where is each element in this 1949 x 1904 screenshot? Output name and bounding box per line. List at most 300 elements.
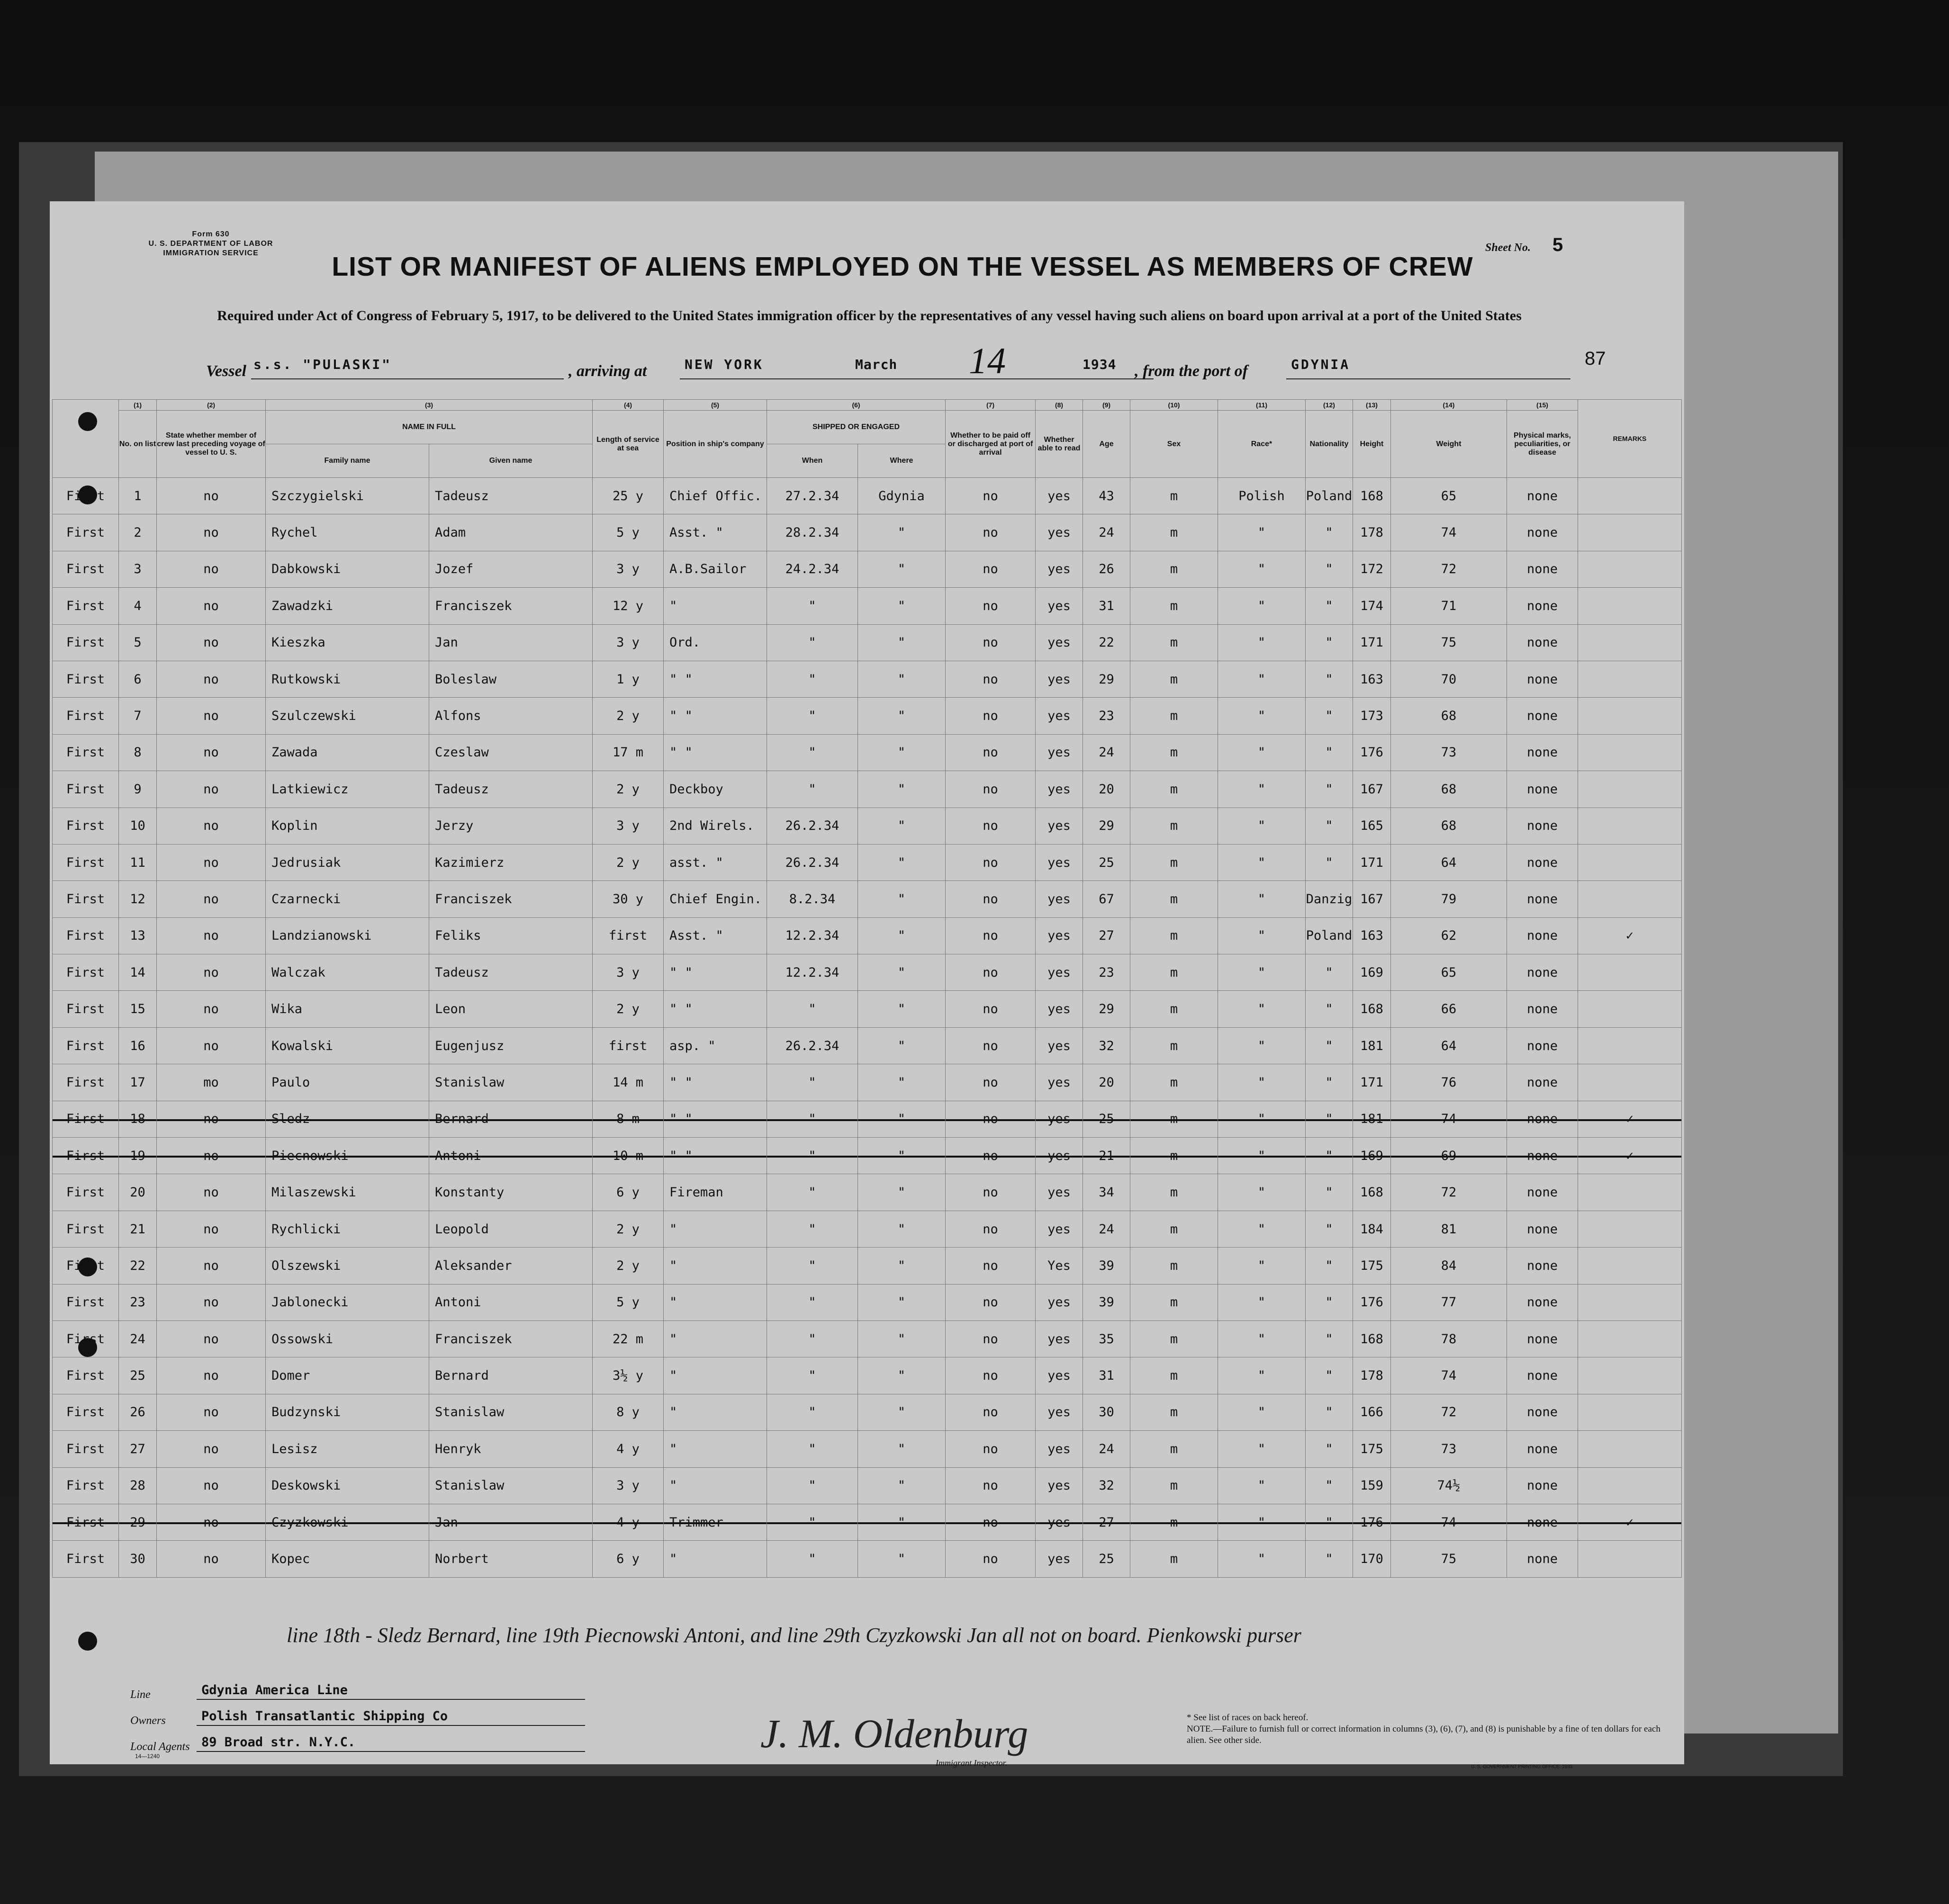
- family-name-cell: Rychel: [266, 514, 429, 551]
- service-length-cell: 2 y: [593, 991, 664, 1027]
- able-to-read-cell: Yes: [1036, 1248, 1083, 1284]
- given-name-cell: Leon: [429, 991, 593, 1027]
- height-cell: 169: [1353, 1138, 1391, 1174]
- class-cell: First: [53, 1394, 119, 1430]
- age-cell: 25: [1083, 1101, 1130, 1137]
- paid-off-header: Whether to be paid off or discharged at port of arrival: [946, 411, 1036, 478]
- row-number-cell: 17: [119, 1064, 157, 1101]
- class-cell: First: [53, 1284, 119, 1320]
- table-row: [53, 1357, 1682, 1394]
- sex-cell: m: [1130, 917, 1218, 954]
- position-cell: ": [664, 1320, 767, 1357]
- service-length-cell: 4 y: [593, 1431, 664, 1467]
- position-cell: ": [664, 1467, 767, 1504]
- paid-off-cell: no: [946, 478, 1036, 514]
- position-cell: " ": [664, 1064, 767, 1101]
- previous-voyage-cell: no: [157, 844, 266, 880]
- no-on-list-header: No. on list: [119, 411, 157, 478]
- height-cell: 175: [1353, 1431, 1391, 1467]
- previous-voyage-cell: no: [157, 991, 266, 1027]
- paid-off-cell: no: [946, 514, 1036, 551]
- sex-cell: m: [1130, 771, 1218, 808]
- race-footnote: * See list of races on back hereof.: [1187, 1713, 1308, 1723]
- class-cell: First: [53, 1541, 119, 1577]
- shipped-where-cell: ": [858, 808, 946, 844]
- class-cell: First: [53, 1101, 119, 1137]
- given-name-cell: Antoni: [429, 1138, 593, 1174]
- nationality-cell: ": [1306, 808, 1353, 844]
- remarks-cell: [1578, 1248, 1682, 1284]
- shipped-where-cell: ": [858, 588, 946, 624]
- given-name-cell: Stanislaw: [429, 1064, 593, 1101]
- paid-off-cell: no: [946, 881, 1036, 917]
- height-cell: 168: [1353, 1174, 1391, 1211]
- able-to-read-cell: yes: [1036, 844, 1083, 880]
- race-cell: ": [1218, 1138, 1306, 1174]
- row-number-cell: 16: [119, 1027, 157, 1064]
- paid-off-cell: no: [946, 551, 1036, 587]
- table-row: [53, 1431, 1682, 1467]
- family-name-cell: Dabkowski: [266, 551, 429, 587]
- class-cell: First: [53, 808, 119, 844]
- nationality-cell: ": [1306, 954, 1353, 991]
- shipped-where-cell: ": [858, 661, 946, 697]
- row-number-cell: 12: [119, 881, 157, 917]
- name-in-full-header: NAME IN FULL: [266, 411, 593, 444]
- age-cell: 30: [1083, 1394, 1130, 1430]
- table-row: [53, 1138, 1682, 1174]
- service-length-cell: 2 y: [593, 844, 664, 880]
- when-header: When: [767, 444, 858, 478]
- table-row: [53, 661, 1682, 697]
- race-cell: ": [1218, 698, 1306, 734]
- height-cell: 168: [1353, 478, 1391, 514]
- sex-cell: m: [1130, 1541, 1218, 1577]
- shipped-where-cell: ": [858, 698, 946, 734]
- shipped-when-cell: ": [767, 1248, 858, 1284]
- position-cell: ": [664, 1394, 767, 1430]
- position-cell: ": [664, 1284, 767, 1320]
- able-to-read-cell: yes: [1036, 1211, 1083, 1247]
- age-cell: 24: [1083, 1431, 1130, 1467]
- position-cell: Fireman: [664, 1174, 767, 1211]
- col-num-9: (9): [1083, 400, 1130, 411]
- able-to-read-cell: yes: [1036, 1138, 1083, 1174]
- previous-voyage-cell: no: [157, 954, 266, 991]
- row-number-cell: 23: [119, 1284, 157, 1320]
- sex-cell: m: [1130, 551, 1218, 587]
- height-cell: 168: [1353, 991, 1391, 1027]
- remarks-cell: [1578, 698, 1682, 734]
- previous-voyage-cell: no: [157, 514, 266, 551]
- able-to-read-cell: yes: [1036, 514, 1083, 551]
- position-header: Position in ship's company: [664, 411, 767, 478]
- service-length-cell: 2 y: [593, 1211, 664, 1247]
- given-name-cell: Adam: [429, 514, 593, 551]
- row-number-cell: 15: [119, 991, 157, 1027]
- position-cell: Ord.: [664, 624, 767, 661]
- agents-value: 89 Broad str. N.Y.C.: [201, 1735, 356, 1750]
- crew-rows: [53, 478, 1682, 1578]
- previous-voyage-cell: no: [157, 1101, 266, 1137]
- family-name-cell: Sledz: [266, 1101, 429, 1137]
- row-number-cell: 11: [119, 844, 157, 880]
- shipped-when-cell: ": [767, 1211, 858, 1247]
- position-cell: " ": [664, 954, 767, 991]
- shipped-where-cell: ": [858, 881, 946, 917]
- shipped-when-cell: ": [767, 1174, 858, 1211]
- height-cell: 173: [1353, 698, 1391, 734]
- previous-voyage-cell: no: [157, 1174, 266, 1211]
- sex-cell: m: [1130, 624, 1218, 661]
- given-name-cell: Jozef: [429, 551, 593, 587]
- height-cell: 176: [1353, 1504, 1391, 1540]
- weight-cell: 76: [1391, 1064, 1507, 1101]
- age-cell: 23: [1083, 954, 1130, 991]
- race-cell: ": [1218, 1248, 1306, 1284]
- height-cell: 170: [1353, 1541, 1391, 1577]
- age-cell: 67: [1083, 881, 1130, 917]
- family-name-cell: Koplin: [266, 808, 429, 844]
- shipped-where-cell: ": [858, 551, 946, 587]
- family-name-cell: Jedrusiak: [266, 844, 429, 880]
- nationality-cell: ": [1306, 1174, 1353, 1211]
- crew-manifest-table: [52, 399, 1682, 1578]
- remarks-cell: [1578, 1357, 1682, 1394]
- position-cell: ": [664, 1431, 767, 1467]
- sex-cell: m: [1130, 661, 1218, 697]
- race-cell: ": [1218, 1101, 1306, 1137]
- weight-cell: 70: [1391, 661, 1507, 697]
- remarks-cell: [1578, 844, 1682, 880]
- weight-cell: 72: [1391, 1174, 1507, 1211]
- table-row: [53, 917, 1682, 954]
- class-cell: First: [53, 1504, 119, 1540]
- age-cell: 43: [1083, 478, 1130, 514]
- age-cell: 29: [1083, 991, 1130, 1027]
- arrival-month: March: [855, 357, 898, 372]
- nationality-cell: ": [1306, 1394, 1353, 1430]
- remarks-cell: [1578, 954, 1682, 991]
- physical-marks-cell: none: [1507, 551, 1578, 587]
- race-cell: ": [1218, 991, 1306, 1027]
- height-cell: 168: [1353, 1320, 1391, 1357]
- age-cell: 26: [1083, 551, 1130, 587]
- weight-cell: 74: [1391, 1101, 1507, 1137]
- previous-voyage-cell: no: [157, 734, 266, 771]
- sex-cell: m: [1130, 698, 1218, 734]
- weight-cell: 74: [1391, 1357, 1507, 1394]
- shipped-when-cell: 24.2.34: [767, 551, 858, 587]
- departure-underline: [1286, 378, 1570, 379]
- remarks-cell: [1578, 1284, 1682, 1320]
- handwritten-note: line 18th - Sledz Bernard, line 19th Piecnowski Antoni, and line 29th Czyzkowski Jan all not on board. Pienkowski purser: [287, 1624, 1301, 1647]
- age-cell: 27: [1083, 917, 1130, 954]
- height-cell: 178: [1353, 1357, 1391, 1394]
- able-to-read-cell: yes: [1036, 1504, 1083, 1540]
- previous-voyage-cell: no: [157, 1467, 266, 1504]
- service-length-cell: 3 y: [593, 808, 664, 844]
- class-cell: First: [53, 881, 119, 917]
- class-cell: First: [53, 734, 119, 771]
- nationality-cell: ": [1306, 991, 1353, 1027]
- weight-cell: 74½: [1391, 1467, 1507, 1504]
- class-cell: First: [53, 1211, 119, 1247]
- nationality-cell: ": [1306, 1138, 1353, 1174]
- shipped-when-cell: ": [767, 1541, 858, 1577]
- remarks-cell: [1578, 1174, 1682, 1211]
- weight-cell: 66: [1391, 991, 1507, 1027]
- class-cell: First: [53, 844, 119, 880]
- given-name-cell: Czeslaw: [429, 734, 593, 771]
- weight-cell: 68: [1391, 698, 1507, 734]
- row-number-cell: 30: [119, 1541, 157, 1577]
- shipped-where-cell: ": [858, 1431, 946, 1467]
- table-row: [53, 1101, 1682, 1137]
- table-row: [53, 991, 1682, 1027]
- able-to-read-cell: yes: [1036, 917, 1083, 954]
- given-name-cell: Stanislaw: [429, 1394, 593, 1430]
- paid-off-cell: no: [946, 1064, 1036, 1101]
- previous-voyage-cell: no: [157, 1431, 266, 1467]
- age-cell: 22: [1083, 624, 1130, 661]
- position-cell: 2nd Wirels.: [664, 808, 767, 844]
- able-to-read-cell: yes: [1036, 1320, 1083, 1357]
- previous-voyage-cell: no: [157, 808, 266, 844]
- age-cell: 35: [1083, 1320, 1130, 1357]
- document-subtitle: Required under Act of Congress of February 5, 1917, to be delivered to the United States immigration officer by the representatives of any vessel having such aliens on board upon arrival at a port of the United States: [217, 308, 1522, 323]
- able-to-read-cell: yes: [1036, 881, 1083, 917]
- shipped-when-cell: ": [767, 991, 858, 1027]
- race-cell: ": [1218, 661, 1306, 697]
- race-cell: ": [1218, 1357, 1306, 1394]
- position-cell: " ": [664, 661, 767, 697]
- race-cell: Polish: [1218, 478, 1306, 514]
- able-to-read-cell: yes: [1036, 551, 1083, 587]
- physical-marks-cell: none: [1507, 1027, 1578, 1064]
- age-cell: 21: [1083, 1138, 1130, 1174]
- paid-off-cell: no: [946, 808, 1036, 844]
- physical-marks-cell: none: [1507, 734, 1578, 771]
- class-cell: First: [53, 514, 119, 551]
- sex-header: Sex: [1130, 411, 1218, 478]
- race-cell: ": [1218, 514, 1306, 551]
- physical-marks-cell: none: [1507, 588, 1578, 624]
- sex-cell: m: [1130, 1174, 1218, 1211]
- table-row: [53, 954, 1682, 991]
- previous-voyage-cell: no: [157, 624, 266, 661]
- height-cell: 167: [1353, 771, 1391, 808]
- row-number-cell: 25: [119, 1357, 157, 1394]
- sheet-number: [1485, 234, 1563, 256]
- previous-voyage-cell: no: [157, 1138, 266, 1174]
- height-header: Height: [1353, 411, 1391, 478]
- sex-cell: m: [1130, 954, 1218, 991]
- shipped-where-cell: ": [858, 1357, 946, 1394]
- position-cell: Asst. ": [664, 917, 767, 954]
- shipped-where-cell: Gdynia: [858, 478, 946, 514]
- paid-off-cell: no: [946, 1174, 1036, 1211]
- previous-voyage-cell: no: [157, 698, 266, 734]
- class-cell: First: [53, 1174, 119, 1211]
- service-length-cell: 3 y: [593, 551, 664, 587]
- line-label: Line: [130, 1688, 151, 1701]
- nationality-cell: ": [1306, 1431, 1353, 1467]
- weight-cell: 84: [1391, 1248, 1507, 1284]
- weight-cell: 77: [1391, 1284, 1507, 1320]
- given-name-cell: Jan: [429, 624, 593, 661]
- row-number-cell: 29: [119, 1504, 157, 1540]
- remarks-cell: [1578, 1064, 1682, 1101]
- sex-cell: m: [1130, 734, 1218, 771]
- row-number-cell: 6: [119, 661, 157, 697]
- remarks-cell: ✓: [1578, 1504, 1682, 1540]
- position-cell: ": [664, 1248, 767, 1284]
- nationality-cell: ": [1306, 1064, 1353, 1101]
- age-cell: 31: [1083, 1357, 1130, 1394]
- given-name-cell: Franciszek: [429, 881, 593, 917]
- class-cell: First: [53, 1027, 119, 1064]
- col-num-10: (10): [1130, 400, 1218, 411]
- sex-cell: m: [1130, 844, 1218, 880]
- shipped-when-cell: ": [767, 771, 858, 808]
- row-number-cell: 22: [119, 1248, 157, 1284]
- remarks-cell: [1578, 661, 1682, 697]
- sheet-number-label: Sheet No.: [1485, 242, 1531, 254]
- table-row: [53, 1174, 1682, 1211]
- row-number-cell: 10: [119, 808, 157, 844]
- paid-off-cell: no: [946, 698, 1036, 734]
- paid-off-cell: no: [946, 1138, 1036, 1174]
- service-length-cell: 25 y: [593, 478, 664, 514]
- owners-value: Polish Transatlantic Shipping Co: [201, 1709, 448, 1724]
- age-cell: 31: [1083, 588, 1130, 624]
- able-to-read-cell: yes: [1036, 954, 1083, 991]
- arriving-label: , arriving at: [568, 362, 647, 380]
- weight-cell: 65: [1391, 954, 1507, 991]
- age-cell: 34: [1083, 1174, 1130, 1211]
- race-cell: ": [1218, 624, 1306, 661]
- nationality-cell: ": [1306, 698, 1353, 734]
- sex-cell: m: [1130, 808, 1218, 844]
- nationality-cell: ": [1306, 1284, 1353, 1320]
- page-number: 87: [1585, 348, 1606, 369]
- shipped-where-cell: ": [858, 1211, 946, 1247]
- physical-marks-cell: none: [1507, 954, 1578, 991]
- nationality-cell: ": [1306, 551, 1353, 587]
- physical-marks-cell: none: [1507, 624, 1578, 661]
- sex-cell: m: [1130, 588, 1218, 624]
- sex-cell: m: [1130, 991, 1218, 1027]
- class-cell: First: [53, 1467, 119, 1504]
- physical-marks-cell: none: [1507, 661, 1578, 697]
- physical-marks-cell: none: [1507, 1284, 1578, 1320]
- remarks-cell: [1578, 551, 1682, 587]
- given-name-cell: Jerzy: [429, 808, 593, 844]
- race-cell: ": [1218, 1027, 1306, 1064]
- table-row: [53, 771, 1682, 808]
- arrival-year: 1934: [1083, 357, 1117, 372]
- paid-off-cell: no: [946, 588, 1036, 624]
- service-length-cell: 2 y: [593, 771, 664, 808]
- family-name-cell: Kieszka: [266, 624, 429, 661]
- remarks-cell: [1578, 771, 1682, 808]
- remarks-cell: [1578, 1320, 1682, 1357]
- service-length-cell: 3 y: [593, 1467, 664, 1504]
- able-to-read-cell: yes: [1036, 1174, 1083, 1211]
- family-name-cell: Rutkowski: [266, 661, 429, 697]
- race-cell: ": [1218, 954, 1306, 991]
- arrival-port: NEW YORK: [685, 357, 764, 372]
- shipped-where-cell: ": [858, 624, 946, 661]
- shipped-when-cell: 12.2.34: [767, 917, 858, 954]
- sex-cell: m: [1130, 1064, 1218, 1101]
- printer-imprint: U. S. GOVERNMENT PRINTING OFFICE: 1933: [1471, 1764, 1573, 1769]
- class-cell: First: [53, 771, 119, 808]
- shipped-when-cell: ": [767, 1504, 858, 1540]
- physical-marks-cell: none: [1507, 917, 1578, 954]
- family-name-cell: Olszewski: [266, 1248, 429, 1284]
- shipped-when-cell: 8.2.34: [767, 881, 858, 917]
- able-to-read-cell: yes: [1036, 478, 1083, 514]
- class-cell: First: [53, 698, 119, 734]
- row-number-cell: 13: [119, 917, 157, 954]
- previous-voyage-cell: no: [157, 588, 266, 624]
- weight-cell: 65: [1391, 478, 1507, 514]
- shipped-where-cell: ": [858, 1284, 946, 1320]
- able-to-read-cell: yes: [1036, 1467, 1083, 1504]
- weight-cell: 78: [1391, 1320, 1507, 1357]
- age-cell: 25: [1083, 844, 1130, 880]
- given-name-cell: Franciszek: [429, 1320, 593, 1357]
- shipped-when-cell: ": [767, 1431, 858, 1467]
- able-to-read-cell: yes: [1036, 1431, 1083, 1467]
- sex-cell: m: [1130, 1101, 1218, 1137]
- paid-off-cell: no: [946, 1320, 1036, 1357]
- nationality-cell: ": [1306, 1101, 1353, 1137]
- remarks-cell: [1578, 1431, 1682, 1467]
- agents-underline: [197, 1751, 585, 1752]
- sex-cell: m: [1130, 881, 1218, 917]
- class-cell: First: [53, 478, 119, 514]
- paid-off-cell: no: [946, 1357, 1036, 1394]
- height-cell: 165: [1353, 808, 1391, 844]
- col-num-12: (12): [1306, 400, 1353, 411]
- form-number: Form 630: [192, 230, 230, 238]
- previous-voyage-cell: no: [157, 1211, 266, 1247]
- position-cell: asp. ": [664, 1027, 767, 1064]
- physical-marks-cell: none: [1507, 478, 1578, 514]
- physical-marks-header: Physical marks, peculiarities, or disease: [1507, 411, 1578, 478]
- position-cell: ": [664, 1211, 767, 1247]
- age-cell: 39: [1083, 1284, 1130, 1320]
- height-cell: 171: [1353, 624, 1391, 661]
- remarks-cell: [1578, 588, 1682, 624]
- race-cell: ": [1218, 917, 1306, 954]
- family-name-cell: Deskowski: [266, 1467, 429, 1504]
- given-name-cell: Antoni: [429, 1284, 593, 1320]
- age-cell: 24: [1083, 514, 1130, 551]
- remarks-cell: [1578, 514, 1682, 551]
- table-row: [53, 734, 1682, 771]
- row-number-cell: 27: [119, 1431, 157, 1467]
- paid-off-cell: no: [946, 1101, 1036, 1137]
- shipped-when-cell: 27.2.34: [767, 478, 858, 514]
- line-underline: [197, 1699, 585, 1700]
- row-number-cell: 3: [119, 551, 157, 587]
- shipped-where-cell: ": [858, 954, 946, 991]
- form-identifier: [111, 230, 310, 258]
